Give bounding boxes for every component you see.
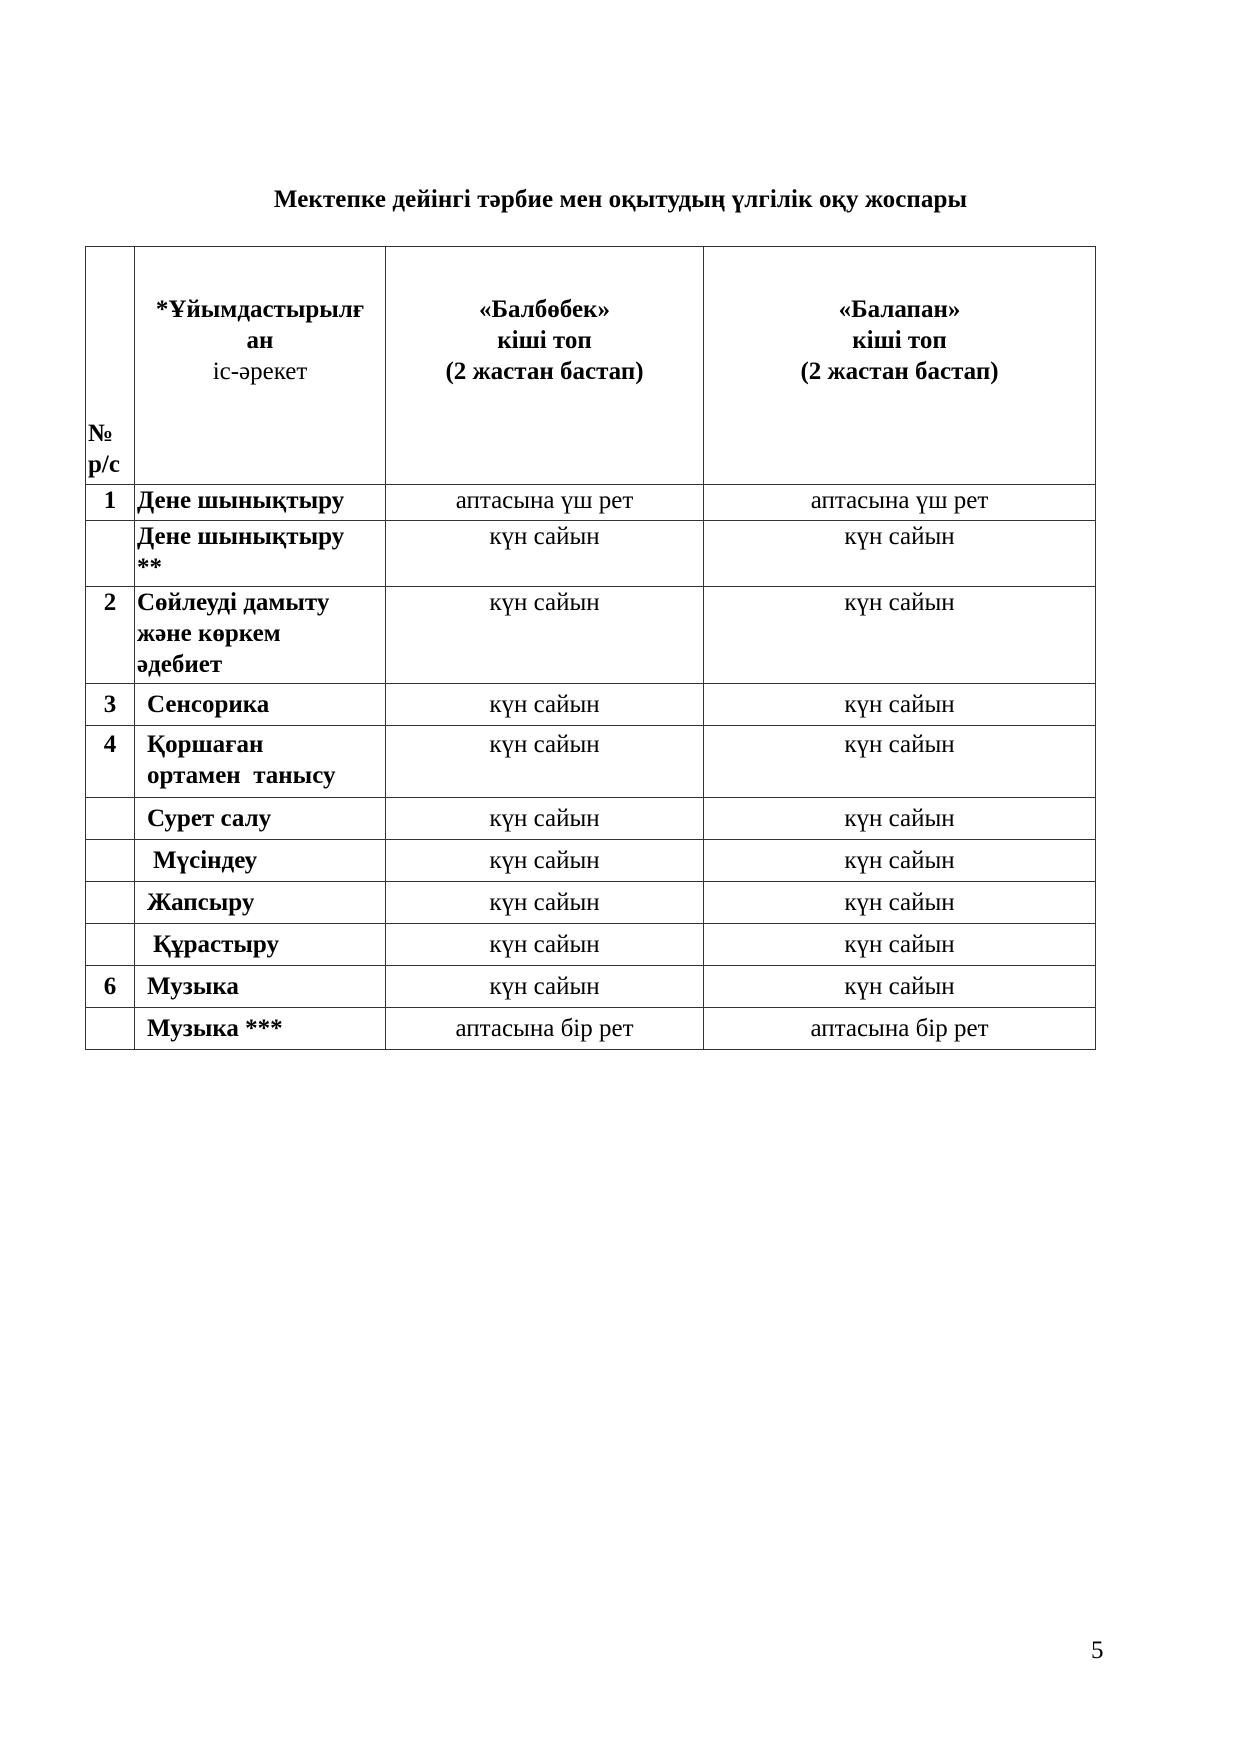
header-group2-line2: кіші топ — [852, 327, 947, 354]
header-group2-line3: (2 жастан бастап) — [800, 358, 999, 385]
row-group2-value: күн сайын — [704, 924, 1096, 966]
table-row — [86, 684, 1096, 726]
row-number: 3 — [86, 684, 135, 726]
row-activity: Дене шынықтыру — [135, 485, 386, 521]
row-group2-value: күн сайын — [704, 684, 1096, 726]
table-row — [86, 485, 1096, 521]
row-group2-value: күн сайын — [704, 966, 1096, 1008]
row-activity-line: Қоршаған — [147, 731, 264, 758]
header-activity-line3: іс-әрекет — [212, 358, 308, 385]
table-row — [86, 587, 1096, 684]
table-header-row — [86, 247, 1096, 485]
row-activity-line: және көркем — [137, 620, 281, 647]
row-number — [86, 798, 135, 840]
header-activity — [135, 247, 386, 485]
page-number: 5 — [1091, 1637, 1104, 1664]
header-number — [86, 247, 135, 485]
row-number: 2 — [86, 587, 135, 684]
row-activity: Құрастыру — [135, 924, 386, 966]
row-number — [86, 840, 135, 882]
row-group1-value: күн сайын — [386, 726, 704, 798]
row-group2-value: күн сайын — [704, 521, 1096, 587]
document-title: Мектепке дейінгі тәрбие мен оқытудың үлгілік оқу жоспары — [273, 186, 968, 213]
table-row — [86, 966, 1096, 1008]
row-group2-value: күн сайын — [704, 882, 1096, 924]
row-activity — [135, 726, 386, 798]
header-group1-line1: «Балбөбек» — [479, 296, 610, 323]
row-group1-value: күн сайын — [386, 924, 704, 966]
table-row — [86, 521, 1096, 587]
row-activity-line: Сөйлеуді дамыту — [137, 589, 330, 616]
row-group1-value: күн сайын — [386, 684, 704, 726]
header-group1-line3: (2 жастан бастап) — [445, 358, 644, 385]
row-group1-value: күн сайын — [386, 840, 704, 882]
row-activity: Мүсіндеу — [135, 840, 386, 882]
header-activity-line1: *Ұйымдастырылғ — [155, 296, 365, 323]
row-activity-line: Дене шынықтыру — [137, 523, 345, 550]
row-number — [86, 1008, 135, 1050]
row-activity: Музыка *** — [135, 1008, 386, 1050]
row-activity-line: ** — [137, 554, 162, 581]
row-activity-line: ортамен танысу — [147, 762, 336, 789]
table-row — [86, 726, 1096, 798]
row-activity — [135, 521, 386, 587]
header-group-balbobek — [386, 247, 704, 485]
table-row — [86, 840, 1096, 882]
row-group2-value: күн сайын — [704, 726, 1096, 798]
row-group1-value: күн сайын — [386, 521, 704, 587]
row-group2-value: аптасына бір рет — [704, 1008, 1096, 1050]
header-number-line1: № — [88, 420, 114, 447]
row-activity — [135, 587, 386, 684]
table-row — [86, 798, 1096, 840]
curriculum-table — [85, 246, 1096, 1050]
row-activity-line: әдебиет — [137, 651, 223, 678]
row-activity: Жапсыру — [135, 882, 386, 924]
row-group2-value: аптасына үш рет — [704, 485, 1096, 521]
row-number — [86, 882, 135, 924]
row-group2-value: күн сайын — [704, 798, 1096, 840]
header-group-balapan — [704, 247, 1096, 485]
table-row — [86, 882, 1096, 924]
row-group2-value: күн сайын — [704, 840, 1096, 882]
row-group2-value: күн сайын — [704, 587, 1096, 684]
row-activity: Сенсорика — [135, 684, 386, 726]
row-activity: Музыка — [135, 966, 386, 1008]
header-group1-line2: кіші топ — [497, 327, 592, 354]
header-number-line2: р/с — [88, 451, 120, 478]
row-group1-value: аптасына бір рет — [386, 1008, 704, 1050]
row-group1-value: аптасына үш рет — [386, 485, 704, 521]
row-group1-value: күн сайын — [386, 798, 704, 840]
row-number — [86, 924, 135, 966]
table-row — [86, 1008, 1096, 1050]
row-group1-value: күн сайын — [386, 966, 704, 1008]
table-row — [86, 924, 1096, 966]
row-number: 4 — [86, 726, 135, 798]
row-group1-value: күн сайын — [386, 587, 704, 684]
row-number: 1 — [86, 485, 135, 521]
header-group2-line1: «Балапан» — [838, 296, 961, 323]
row-number — [86, 521, 135, 587]
row-activity: Сурет салу — [135, 798, 386, 840]
row-number: 6 — [86, 966, 135, 1008]
row-group1-value: күн сайын — [386, 882, 704, 924]
header-activity-line2: ан — [246, 327, 274, 354]
